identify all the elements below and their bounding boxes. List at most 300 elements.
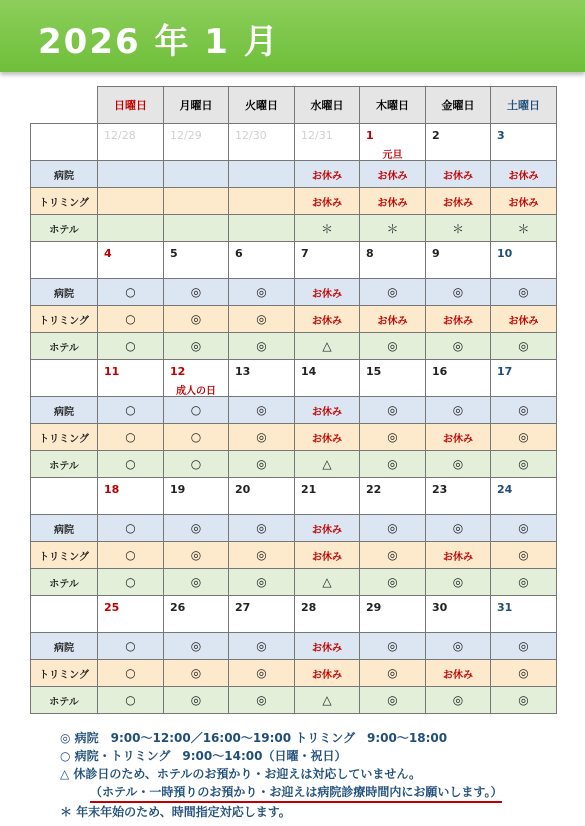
status-mark: ◎	[190, 693, 202, 707]
status-mark: ◎	[190, 639, 202, 653]
date-cell	[491, 596, 557, 633]
schedule-cell	[98, 687, 164, 714]
schedule-cell	[295, 633, 360, 660]
status-mark: ○	[125, 521, 136, 535]
schedule-cell	[98, 660, 164, 687]
status-mark: ◎	[452, 403, 464, 417]
page-title: 2026 年 1 月	[38, 22, 280, 62]
schedule-cell	[229, 515, 295, 542]
schedule-cell	[295, 306, 360, 333]
date-number: 12/28	[104, 129, 136, 142]
schedule-cell	[164, 515, 229, 542]
service-label: ホテル	[31, 687, 98, 714]
closed-mark: お休み	[312, 669, 342, 681]
status-mark: ○	[125, 403, 136, 417]
date-row-label	[31, 478, 98, 515]
status-mark: ○	[125, 339, 136, 353]
status-mark: ◎	[256, 285, 267, 299]
date-number: 12	[170, 365, 186, 378]
schedule-cell	[491, 215, 557, 242]
schedule-cell	[426, 633, 491, 660]
status-mark: ◎	[452, 693, 464, 707]
status-mark: △	[322, 575, 332, 589]
status-mark: ○	[125, 575, 136, 589]
schedule-cell	[360, 424, 426, 451]
date-cell	[295, 596, 360, 633]
closed-mark: お休み	[312, 551, 342, 563]
weekday-header: 木曜日	[360, 87, 426, 124]
date-cell	[426, 478, 491, 515]
date-number: 5	[170, 247, 178, 260]
date-cell	[360, 478, 426, 515]
schedule-cell	[229, 161, 295, 188]
date-number: 25	[104, 601, 120, 614]
status-mark: △	[322, 339, 332, 353]
date-cell	[295, 124, 360, 161]
schedule-cell	[295, 161, 360, 188]
date-number: 21	[301, 483, 317, 496]
status-mark: ◎	[518, 457, 529, 471]
status-mark: ◎	[452, 339, 464, 353]
schedule-cell	[295, 333, 360, 360]
closed-mark: お休み	[508, 197, 539, 209]
schedule-cell	[164, 161, 229, 188]
schedule-cell	[229, 542, 295, 569]
schedule-cell	[360, 215, 426, 242]
status-mark: ◎	[256, 693, 267, 707]
schedule-cell	[295, 188, 360, 215]
schedule-cell	[98, 542, 164, 569]
status-mark: ◎	[387, 403, 398, 417]
schedule-cell	[491, 279, 557, 306]
date-number: 28	[301, 601, 317, 614]
status-mark: ○	[125, 285, 136, 299]
date-number: 15	[366, 365, 382, 378]
schedule-cell	[295, 215, 360, 242]
date-cell	[98, 242, 164, 279]
date-number: 12/29	[170, 129, 202, 142]
status-mark: ◎	[256, 312, 267, 326]
date-number: 4	[104, 247, 112, 260]
status-mark: ○	[125, 457, 136, 471]
status-mark: ○	[125, 666, 136, 680]
schedule-cell	[295, 569, 360, 596]
status-mark: ◎	[190, 521, 202, 535]
status-mark: ◎	[387, 548, 398, 562]
note-double-circle: ◎ 病院 9:00〜12:00／16:00〜19:00 トリミング 9:00〜18:00	[60, 731, 448, 745]
date-number: 24	[497, 483, 513, 496]
schedule-cell	[164, 188, 229, 215]
date-cell	[164, 124, 229, 161]
date-cell	[426, 596, 491, 633]
schedule-cell	[360, 569, 426, 596]
status-mark: ◎	[387, 430, 398, 444]
closed-mark: お休み	[443, 197, 473, 209]
schedule-cell	[98, 279, 164, 306]
date-cell	[295, 478, 360, 515]
closed-mark: お休み	[312, 406, 342, 418]
schedule-cell	[491, 397, 557, 424]
schedule-cell	[360, 542, 426, 569]
status-mark: ◎	[190, 285, 202, 299]
schedule-cell	[426, 188, 491, 215]
date-cell	[164, 596, 229, 633]
closed-mark: お休み	[377, 170, 408, 182]
schedule-cell	[229, 279, 295, 306]
date-number: 23	[432, 483, 448, 496]
weekday-header: 日曜日	[98, 87, 164, 124]
date-row-label	[31, 360, 98, 397]
schedule-cell	[491, 451, 557, 478]
status-mark: ◎	[190, 312, 202, 326]
status-mark: ◎	[190, 339, 202, 353]
date-number: 31	[497, 601, 513, 614]
status-mark: ◎	[387, 639, 398, 653]
date-cell	[360, 596, 426, 633]
status-mark: ◎	[518, 639, 529, 653]
schedule-cell	[164, 397, 229, 424]
schedule-cell	[98, 333, 164, 360]
schedule-cell	[491, 188, 557, 215]
schedule-cell	[164, 569, 229, 596]
schedule-cell	[426, 424, 491, 451]
closed-mark: お休み	[443, 433, 473, 445]
status-mark: ＊	[386, 221, 399, 236]
status-mark: ○	[190, 403, 202, 417]
note-hotel-hours: （ホテル・一時預りのお預かり・お迎えは病院診療時間内にお願いします。）	[90, 783, 502, 803]
status-mark: ◎	[256, 521, 267, 535]
schedule-cell	[295, 660, 360, 687]
schedule-cell	[360, 188, 426, 215]
date-cell	[426, 360, 491, 397]
closed-mark: お休み	[377, 197, 408, 209]
status-mark: ○	[125, 312, 136, 326]
date-number: 29	[366, 601, 382, 614]
schedule-cell	[229, 569, 295, 596]
status-mark: ○	[125, 693, 136, 707]
schedule-cell	[426, 397, 491, 424]
date-cell	[98, 478, 164, 515]
schedule-cell	[491, 569, 557, 596]
date-cell	[164, 242, 229, 279]
status-mark: ◎	[518, 548, 529, 562]
schedule-cell	[360, 660, 426, 687]
service-label: トリミング	[31, 542, 98, 569]
status-mark: ◎	[452, 639, 464, 653]
status-mark: ◎	[190, 575, 202, 589]
schedule-cell	[426, 215, 491, 242]
schedule-cell	[295, 451, 360, 478]
schedule-cell	[164, 542, 229, 569]
schedule-cell	[491, 633, 557, 660]
status-mark: ◎	[256, 430, 267, 444]
schedule-cell	[426, 279, 491, 306]
calendar-table	[30, 86, 557, 714]
schedule-cell	[426, 660, 491, 687]
closed-mark: お休み	[312, 315, 342, 327]
date-cell	[426, 242, 491, 279]
closed-mark: お休み	[312, 197, 342, 209]
schedule-cell	[295, 424, 360, 451]
schedule-cell	[229, 687, 295, 714]
schedule-cell	[426, 161, 491, 188]
date-number: 12/31	[301, 129, 333, 142]
date-number: 13	[235, 365, 251, 378]
schedule-cell	[229, 397, 295, 424]
closed-mark: お休み	[312, 524, 342, 536]
schedule-cell	[295, 542, 360, 569]
schedule-cell	[98, 424, 164, 451]
schedule-cell	[491, 333, 557, 360]
status-mark: ◎	[256, 575, 267, 589]
status-mark: ◎	[256, 666, 267, 680]
status-mark: ◎	[387, 575, 398, 589]
schedule-cell	[229, 660, 295, 687]
status-mark: ◎	[452, 521, 464, 535]
date-number: 16	[432, 365, 448, 378]
date-number: 7	[301, 247, 309, 260]
date-row-label	[31, 124, 98, 161]
schedule-cell	[491, 542, 557, 569]
status-mark: ◎	[452, 285, 464, 299]
date-number: 14	[301, 365, 317, 378]
service-label: トリミング	[31, 424, 98, 451]
weekday-header: 月曜日	[164, 87, 229, 124]
service-label: 病院	[31, 633, 98, 660]
schedule-cell	[360, 306, 426, 333]
status-mark: ○	[190, 457, 202, 471]
schedule-cell	[360, 687, 426, 714]
closed-mark: お休み	[312, 170, 342, 182]
date-number: 12/30	[235, 129, 267, 142]
date-cell	[229, 478, 295, 515]
closed-mark: お休み	[443, 315, 473, 327]
schedule-cell	[426, 333, 491, 360]
closed-mark: お休み	[443, 170, 473, 182]
date-number: 18	[104, 483, 120, 496]
date-cell	[164, 360, 229, 397]
weekday-header: 火曜日	[229, 87, 295, 124]
schedule-cell	[491, 161, 557, 188]
date-number: 22	[366, 483, 382, 496]
holiday-name: 元旦	[382, 150, 403, 161]
status-mark: ◎	[518, 285, 529, 299]
schedule-cell	[98, 451, 164, 478]
schedule-cell	[164, 633, 229, 660]
service-label: 病院	[31, 515, 98, 542]
status-mark: ○	[125, 639, 136, 653]
schedule-cell	[426, 569, 491, 596]
date-number: 11	[104, 365, 120, 378]
service-label: 病院	[31, 397, 98, 424]
status-mark: ◎	[518, 403, 529, 417]
date-cell	[295, 242, 360, 279]
weekday-header: 土曜日	[491, 87, 557, 124]
service-label: トリミング	[31, 188, 98, 215]
status-mark: ○	[125, 430, 136, 444]
date-number: 9	[432, 247, 440, 260]
schedule-cell	[98, 569, 164, 596]
status-mark: ◎	[387, 666, 398, 680]
schedule-cell	[164, 215, 229, 242]
date-cell	[229, 360, 295, 397]
date-cell	[229, 596, 295, 633]
schedule-cell	[491, 424, 557, 451]
status-mark: ◎	[387, 521, 398, 535]
service-label: ホテル	[31, 215, 98, 242]
date-cell	[426, 124, 491, 161]
closed-mark: お休み	[508, 170, 539, 182]
date-cell	[360, 242, 426, 279]
service-label: 病院	[31, 161, 98, 188]
schedule-cell	[229, 633, 295, 660]
schedule-cell	[164, 424, 229, 451]
status-mark: ◎	[518, 430, 529, 444]
date-number: 1	[366, 129, 374, 142]
schedule-cell	[229, 215, 295, 242]
legend-notes	[60, 729, 580, 821]
schedule-cell	[98, 161, 164, 188]
schedule-cell	[98, 188, 164, 215]
schedule-cell	[426, 451, 491, 478]
date-number: 17	[497, 365, 513, 378]
service-label: ホテル	[31, 451, 98, 478]
date-cell	[491, 124, 557, 161]
date-number: 6	[235, 247, 243, 260]
holiday-name: 成人の日	[176, 386, 216, 397]
status-mark: ○	[125, 548, 136, 562]
schedule-cell	[164, 306, 229, 333]
date-cell	[491, 478, 557, 515]
date-cell	[229, 242, 295, 279]
status-mark: ◎	[518, 693, 529, 707]
closed-mark: お休み	[443, 669, 473, 681]
closed-mark: お休み	[377, 315, 408, 327]
status-mark: ◎	[518, 666, 529, 680]
status-mark: ＊	[451, 221, 464, 236]
status-mark: ◎	[518, 521, 529, 535]
status-mark: ◎	[256, 457, 267, 471]
schedule-cell	[229, 306, 295, 333]
schedule-cell	[491, 306, 557, 333]
schedule-cell	[360, 515, 426, 542]
schedule-cell	[360, 397, 426, 424]
note-asterisk: ＊ 年末年始のため、時間指定対応します。	[60, 805, 291, 819]
status-mark: ◎	[387, 285, 398, 299]
status-mark: ＊	[517, 221, 530, 236]
date-cell	[491, 360, 557, 397]
schedule-cell	[426, 515, 491, 542]
weekday-header: 水曜日	[295, 87, 360, 124]
status-mark: ◎	[256, 639, 267, 653]
title-banner	[0, 0, 585, 72]
weekday-header: 金曜日	[426, 87, 491, 124]
corner-cell	[31, 87, 98, 124]
schedule-cell	[360, 333, 426, 360]
date-cell	[98, 124, 164, 161]
status-mark: ＊	[320, 221, 333, 236]
status-mark: ◎	[518, 575, 529, 589]
note-circle: ○ 病院・トリミング 9:00〜14:00（日曜・祝日）	[60, 749, 347, 763]
date-number: 8	[366, 247, 374, 260]
date-number: 19	[170, 483, 186, 496]
schedule-cell	[98, 515, 164, 542]
status-mark: ◎	[256, 403, 267, 417]
schedule-cell	[491, 687, 557, 714]
closed-mark: お休み	[312, 433, 342, 445]
date-number: 20	[235, 483, 251, 496]
schedule-cell	[491, 660, 557, 687]
schedule-cell	[426, 687, 491, 714]
date-cell	[98, 596, 164, 633]
schedule-cell	[98, 633, 164, 660]
schedule-cell	[164, 333, 229, 360]
status-mark: ◎	[452, 575, 464, 589]
schedule-cell	[295, 687, 360, 714]
closed-mark: お休み	[312, 288, 342, 300]
date-row-label	[31, 242, 98, 279]
schedule-cell	[164, 660, 229, 687]
schedule-cell	[360, 161, 426, 188]
schedule-cell	[360, 451, 426, 478]
note-triangle: △ 休診日のため、ホテルのお預かり・お迎えは対応していません。	[60, 767, 422, 781]
date-cell	[164, 478, 229, 515]
date-number: 2	[432, 129, 440, 142]
schedule-cell	[360, 633, 426, 660]
date-cell	[295, 360, 360, 397]
service-label: トリミング	[31, 306, 98, 333]
schedule-cell	[426, 306, 491, 333]
closed-mark: お休み	[312, 642, 342, 654]
date-number: 26	[170, 601, 186, 614]
schedule-cell	[229, 188, 295, 215]
date-number: 10	[497, 247, 513, 260]
schedule-cell	[98, 215, 164, 242]
schedule-cell	[426, 542, 491, 569]
status-mark: ◎	[190, 666, 202, 680]
date-cell	[491, 242, 557, 279]
schedule-cell	[229, 424, 295, 451]
status-mark: ◎	[190, 548, 202, 562]
status-mark: ○	[190, 430, 202, 444]
date-number: 27	[235, 601, 251, 614]
status-mark: ◎	[256, 339, 267, 353]
schedule-cell	[164, 279, 229, 306]
schedule-cell	[229, 333, 295, 360]
schedule-cell	[360, 279, 426, 306]
schedule-cell	[98, 397, 164, 424]
schedule-cell	[98, 306, 164, 333]
schedule-cell	[164, 687, 229, 714]
status-mark: ◎	[387, 457, 398, 471]
date-cell	[98, 360, 164, 397]
closed-mark: お休み	[443, 551, 473, 563]
status-mark: ◎	[452, 457, 464, 471]
service-label: 病院	[31, 279, 98, 306]
schedule-cell	[295, 515, 360, 542]
date-cell	[360, 360, 426, 397]
date-cell	[229, 124, 295, 161]
closed-mark: お休み	[508, 315, 539, 327]
schedule-cell	[229, 451, 295, 478]
schedule-cell	[164, 451, 229, 478]
status-mark: ◎	[518, 339, 529, 353]
status-mark: ◎	[387, 339, 398, 353]
schedule-cell	[295, 279, 360, 306]
status-mark: ◎	[387, 693, 398, 707]
schedule-cell	[295, 397, 360, 424]
date-number: 30	[432, 601, 448, 614]
